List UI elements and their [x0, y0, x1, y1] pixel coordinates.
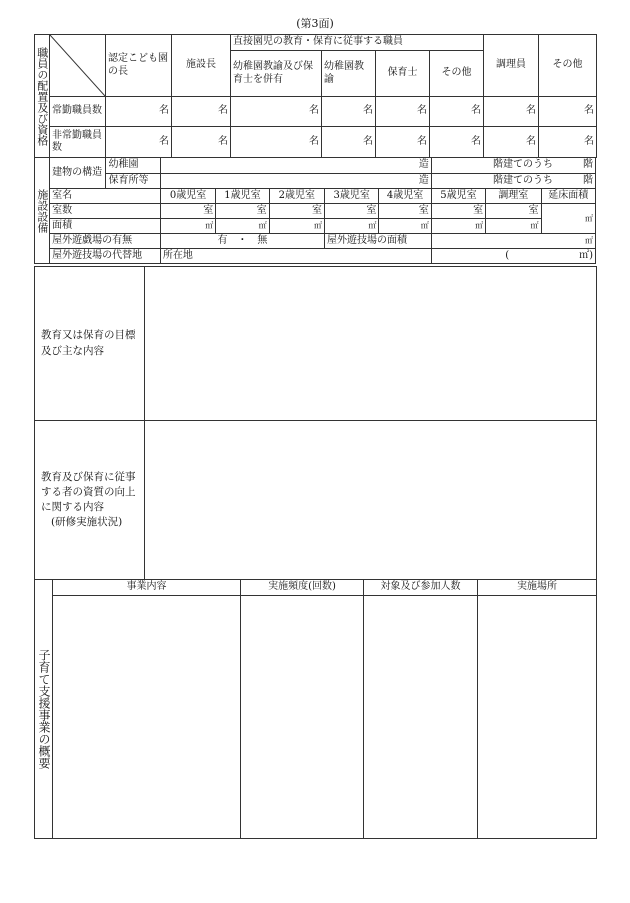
support-header-location: 実施場所 — [478, 580, 597, 596]
area-label: 面積 — [50, 219, 161, 234]
fulltime-other[interactable]: 名 — [539, 97, 597, 127]
parttime-other-direct[interactable]: 名 — [430, 127, 484, 158]
support-header-content: 事業内容 — [53, 580, 241, 596]
outdoor-area-value[interactable]: ㎡ — [431, 234, 595, 249]
room-header: 0歳児室 — [160, 189, 215, 204]
alt-site-label: 屋外遊技場の代替地 — [50, 249, 161, 264]
support-header-frequency: 実施頻度(回数) — [241, 580, 364, 596]
col-other: その他 — [539, 35, 597, 97]
room-header: 5歳児室 — [431, 189, 485, 204]
room-header: 延床面積 — [541, 189, 595, 204]
room-count-cell[interactable]: 室 — [486, 204, 541, 219]
col-nursery-teacher: 保育士 — [376, 51, 430, 97]
outdoor-yes-no-label: 屋外遊戯場の有無 — [50, 234, 161, 249]
room-header: 2歳児室 — [269, 189, 324, 204]
kindergarten-label: 幼稚園 — [106, 158, 160, 174]
education-table — [34, 266, 597, 580]
area-cell[interactable]: ㎡ — [325, 219, 379, 234]
support-participants-area[interactable] — [364, 596, 478, 839]
room-count-cell[interactable]: 室 — [325, 204, 379, 219]
room-count-cell[interactable]: 室 — [431, 204, 485, 219]
room-name-row — [35, 189, 596, 204]
room-count-cell[interactable]: 室 — [216, 204, 269, 219]
row-parttime-label: 非常勤職員数 — [50, 127, 106, 158]
fulltime-nursery-teacher[interactable]: 名 — [376, 97, 430, 127]
nursery-floors[interactable]: 階建てのうち 階 — [431, 174, 595, 189]
support-frequency-area[interactable] — [241, 596, 364, 839]
facility-table — [34, 157, 596, 264]
alt-site-area[interactable]: ( ㎡) — [431, 249, 595, 264]
col-director-kodomoen: 認定こども園の長 — [106, 35, 172, 97]
room-header: 調理室 — [486, 189, 541, 204]
training-sub-label: (研修実施状況) — [51, 516, 123, 529]
support-header-participants: 対象及び参加人数 — [364, 580, 478, 596]
training-label: 教育及び保育に従事する者の資質の向上に関する内容 — [41, 470, 136, 513]
parttime-other[interactable]: 名 — [539, 127, 597, 158]
room-count-cell[interactable]: 室 — [269, 204, 324, 219]
parttime-teacher-with-nursery[interactable]: 名 — [231, 127, 322, 158]
parttime-cook[interactable]: 名 — [484, 127, 539, 158]
nursery-label: 保育所等 — [106, 174, 160, 189]
fulltime-row — [35, 97, 597, 127]
kindergarten-floors[interactable]: 階建てのうち 階 — [431, 158, 595, 174]
page-number: (第3面) — [296, 17, 334, 30]
col-cook: 調理員 — [484, 35, 539, 97]
area-cell[interactable]: ㎡ — [486, 219, 541, 234]
facility-section-label: 施設設備 — [35, 158, 50, 264]
area-cell[interactable]: ㎡ — [160, 219, 215, 234]
room-header: 1歳児室 — [216, 189, 269, 204]
room-count-label: 室数 — [50, 204, 161, 219]
support-location-area[interactable] — [478, 596, 597, 839]
col-facility-head: 施設長 — [172, 35, 231, 97]
col-kindergarten-teacher: 幼稚園教諭 — [322, 51, 376, 97]
room-name-label: 室名 — [50, 189, 161, 204]
area-cell[interactable]: ㎡ — [431, 219, 485, 234]
room-count-cell[interactable]: 室 — [160, 204, 215, 219]
fulltime-cook[interactable]: 名 — [484, 97, 539, 127]
outdoor-area-label: 屋外遊技場の面積 — [325, 234, 432, 249]
fulltime-other-direct[interactable]: 名 — [430, 97, 484, 127]
staff-section-label: 職員の配置及び資格 — [35, 35, 50, 158]
outdoor-yes-no-value[interactable]: 有 ・ 無 — [160, 234, 324, 249]
fulltime-kindergarten-teacher[interactable]: 名 — [322, 97, 376, 127]
parttime-kindergarten-teacher[interactable]: 名 — [322, 127, 376, 158]
row-fulltime-label: 常勤職員数 — [50, 97, 106, 127]
area-cell[interactable]: ㎡ — [379, 219, 431, 234]
fulltime-teacher-with-nursery[interactable]: 名 — [231, 97, 322, 127]
support-table — [34, 579, 597, 839]
goals-content-area[interactable] — [145, 267, 597, 421]
group-direct-staff: 直接園児の教育・保育に従事する職員 — [231, 35, 484, 51]
parttime-facility-head[interactable]: 名 — [172, 127, 231, 158]
header-diagonal-cell — [50, 35, 106, 97]
alt-site-location[interactable]: 所在地 — [160, 249, 431, 264]
goals-label: 教育又は保育の目標及び主な内容 — [35, 267, 145, 421]
col-other-direct: その他 — [430, 51, 484, 97]
col-teacher-with-nursery: 幼稚園教諭及び保育士を併有 — [231, 51, 322, 97]
area-row — [35, 219, 596, 234]
fulltime-director[interactable]: 名 — [106, 97, 172, 127]
area-cell[interactable]: ㎡ — [216, 219, 269, 234]
training-content-area[interactable] — [145, 421, 597, 580]
room-header: 4歳児室 — [379, 189, 431, 204]
kindergarten-structure[interactable]: 造 — [160, 158, 431, 174]
training-label-cell — [35, 421, 145, 580]
room-count-cell[interactable]: 室 — [379, 204, 431, 219]
building-structure-label: 建物の構造 — [50, 158, 106, 189]
nursery-structure[interactable]: 造 — [160, 174, 431, 189]
parttime-nursery-teacher[interactable]: 名 — [376, 127, 430, 158]
area-cell[interactable]: ㎡ — [269, 219, 324, 234]
support-section-label: 子育て支援事業の概要 — [35, 580, 53, 839]
support-content-area[interactable] — [53, 596, 241, 839]
total-floor-area[interactable]: ㎡ — [541, 204, 595, 234]
parttime-row — [35, 127, 597, 158]
room-header: 3歳児室 — [325, 189, 379, 204]
parttime-director[interactable]: 名 — [106, 127, 172, 158]
staff-table — [34, 34, 597, 158]
fulltime-facility-head[interactable]: 名 — [172, 97, 231, 127]
room-count-row — [35, 204, 596, 219]
